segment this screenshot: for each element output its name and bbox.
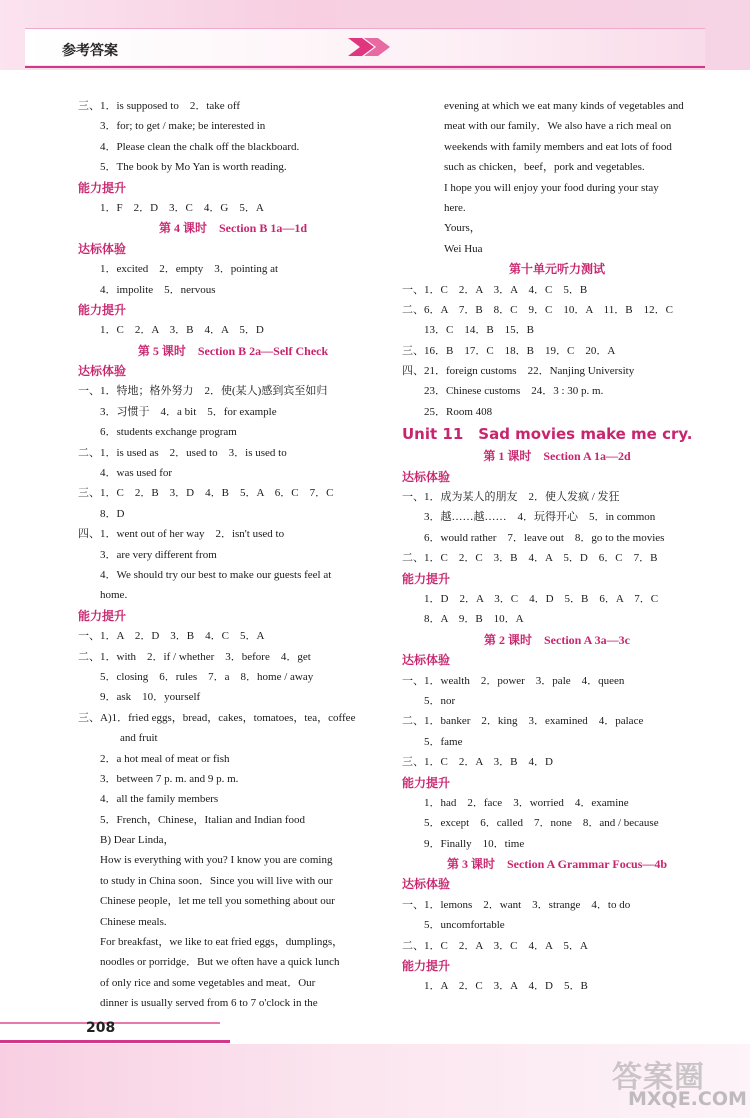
answer-line: 5．closing 6．rules 7．a 8．home / away [100,670,314,683]
answer-line: and fruit [120,732,158,745]
answer-line: 1．had 2．face 3．worried 4．examine [424,796,629,809]
answer-line: I hope you will enjoy your food during your stay [444,181,659,194]
answer-line: Yours， [444,222,481,235]
answer-line: 1．D 2．A 3．C 4．D 5．B 6．A 7．C [424,592,659,605]
answer-line: 一、1．wealth 2．power 3．pale 4．queen [402,674,625,687]
answer-line: 4．Please clean the chalk off the blackboard. [100,140,300,153]
answer-line: 1．F 2．D 3．C 4．G 5．A [100,201,264,214]
answer-line: 二、6．A 7．B 8．C 9．C 10．A 11．B 12．C [402,303,673,316]
answer-line: 5．uncomfortable [424,919,505,932]
answer-line: 三、1．is supposed to 2．take off [78,100,241,112]
unit-heading: Unit 11 Sad movies make me cry. [402,425,693,444]
answer-line: 5．French，Chinese，Italian and Indian food [100,813,305,826]
answer-line: 9．ask 10．yourself [100,691,201,704]
left-column [78,96,388,1014]
answer-line: How is everything with you? I know you are coming [100,854,333,867]
answer-line: 6．would rather 7．leave out 8．go to the movies [424,531,665,544]
answer-line: 5．except 6．called 7．none 8．and / because [424,817,659,830]
answer-line: 四、21．foreign customs 22．Nanjing University [402,365,635,378]
answer-line: 二、1．is used as 2．used to 3．is used to [78,446,287,459]
answer-line: 25．Room 408 [424,405,493,418]
answer-line: of only rice and some vegetables and meat．Our [100,976,316,989]
answer-line: 3．习惯于 4．a bit 5．for example [100,405,277,418]
answer-line: 23．Chinese customs 24．3 : 30 p. m. [424,385,604,398]
answer-line: weekends with family members and eat lots of food [444,140,672,153]
answer-line: 6．students exchange program [100,426,237,439]
page-header-title: 参考答案 [62,43,118,59]
answer-line: 13．C 14．B 15．B [424,324,535,337]
section-heading: 能力提升 [402,775,451,790]
answer-line: 1．A 2．C 3．A 4．D 5．B [424,980,588,993]
answer-line: noodles or porridge．But we often have a quick lunch [100,956,340,969]
lesson-heading: 第 2 课时 Section A 3a—3c [484,632,630,647]
header-divider [25,66,705,68]
answer-line: 四、1．went out of her way 2．isn't used to [78,528,285,541]
answer-line: 一、1．A 2．D 3．B 4．C 5．A [78,630,265,643]
section-heading: 达标体验 [78,364,127,379]
answer-line: 3．for; to get / make; be interested in [100,120,266,133]
answer-line: 9．Finally 10．time [424,837,525,850]
watermark-url: MXQE.COM [628,1088,747,1110]
answer-line: 3．between 7 p. m. and 9 p. m. [100,772,239,785]
answer-line: 一、1．C 2．A 3．A 4．C 5．B [402,283,588,296]
page-number: 208 [86,1020,116,1036]
answer-line: 3．are very different from [100,548,217,561]
answer-line: Chinese meals. [100,915,167,928]
answer-line: 一、1．lemons 2．want 3．strange 4．to do [402,898,631,911]
answer-line: 一、1．特地；格外努力 2．使(某人)感到宾至如归 [78,385,328,398]
answer-line: 二、1．with 2．if / whether 3．before 4．get [78,650,311,663]
section-heading: 达标体验 [402,877,451,892]
answer-line: 二、1．C 2．A 3．C 4．A 5．A [402,939,588,952]
section-heading: 达标体验 [402,469,451,484]
answer-line: 3．越……越…… 4．玩得开心 5．in common [424,511,656,524]
answer-line: 2．a hot meal of meat or fish [100,752,230,765]
answer-line: 8．A 9．B 10．A [424,613,524,626]
section-heading: 能力提升 [402,571,451,586]
right-column [402,96,712,997]
answer-line: 5．nor [424,694,456,707]
section-heading: 能力提升 [402,959,451,974]
answer-line: 4．all the family members [100,793,219,806]
lesson-heading: 第 3 课时 Section A Grammar Focus—4b [446,857,668,872]
lesson-heading: 第 4 课时 Section B 1a—1d [158,221,307,236]
section-heading: 达标体验 [402,653,451,668]
lesson-heading: 第 5 课时 Section B 2a—Self Check [137,343,329,358]
answer-line: 二、1．C 2．C 3．B 4．A 5．D 6．C 7．B [402,552,658,565]
header-arrows-icon [348,36,398,58]
answer-line: 4．We should try our best to make our guests feel at [100,568,332,581]
answer-line: Chinese people，let me tell you something about our [100,895,335,908]
answer-line: 4．impolite 5．nervous [100,283,216,296]
section-heading: 能力提升 [78,302,127,317]
answer-line: dinner is usually served from 6 to 7 o'clock in the [100,997,318,1010]
answer-line: B) Dear Linda， [100,834,175,847]
answer-line: 1．excited 2．empty 3．pointing at [100,263,279,276]
answer-line: Wei Hua [444,242,483,255]
section-heading: 能力提升 [78,608,127,623]
section-heading: 达标体验 [78,241,127,256]
answer-line: 4．was used for [100,467,173,480]
answer-line: to study in China soon．Since you will live with our [100,874,333,887]
answer-line: 三、1．C 2．B 3．D 4．B 5．A 6．C 7．C [78,487,334,500]
answer-line: meat with our family．We also have a rich meal on [444,120,672,133]
answer-line: such as chicken，beef，pork and vegetables. [444,161,645,174]
lesson-heading: 第十单元听力测试 [508,262,605,277]
answer-line: home. [100,589,128,602]
answer-line: here. [444,201,466,214]
answer-line: 三、1．C 2．A 3．B 4．D [402,756,553,769]
answer-line: 8．D [100,507,125,520]
footer-divider-bold [0,1040,230,1043]
answer-line: 5．fame [424,735,463,748]
answer-line: 5．The book by Mo Yan is worth reading. [100,161,287,174]
answer-line: 三、16．B 17．C 18．B 19．C 20．A [402,344,616,357]
answer-line: For breakfast，we like to eat fried eggs，dumplings， [100,936,344,949]
lesson-heading: 第 1 课时 Section A 1a—2d [483,449,631,464]
answer-line: 一、1．成为某人的朋友 2．使人发疯 / 发狂 [402,491,620,504]
answer-line: 二、1．banker 2．king 3．examined 4．palace [402,715,644,728]
watermark-logo: 答案圈 [612,1060,705,1095]
section-heading: 能力提升 [78,180,127,195]
answer-line: evening at which we eat many kinds of vegetables and [444,100,684,112]
answer-line: 三、A)1．fried eggs，bread，cakes，tomatoes，tea，coffee [78,711,356,724]
answer-line: 1．C 2．A 3．B 4．A 5．D [100,324,264,337]
